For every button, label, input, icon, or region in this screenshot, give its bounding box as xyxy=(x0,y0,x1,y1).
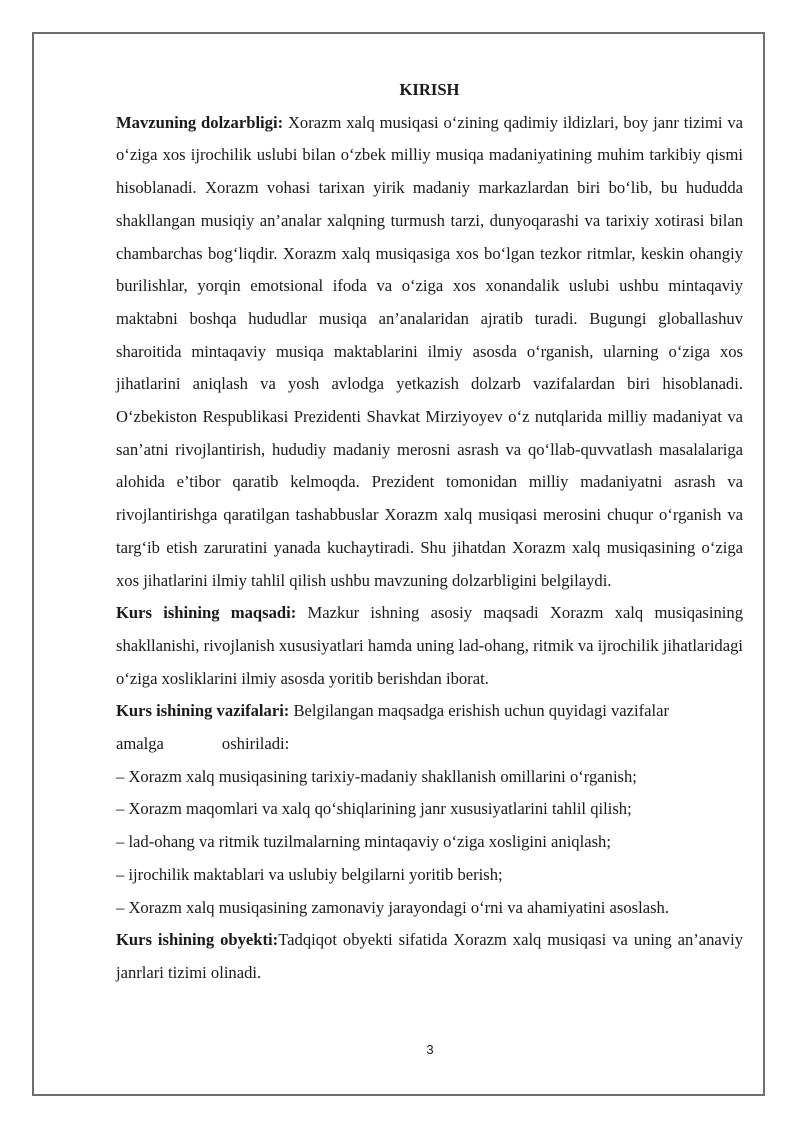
page-number: 3 xyxy=(426,1042,434,1057)
list-item: – Xorazm xalq musiqasining tarixiy-madaniy shakllanish omillarini o‘rganish; xyxy=(116,766,637,786)
list-item: – Xorazm xalq musiqasining zamonaviy jarayondagi o‘rni va ahamiyatini asoslash. xyxy=(116,897,669,917)
text-vazifalar: Belgilangan maqsadga erishish uchun quyidagi vazifalar xyxy=(289,701,670,721)
paragraph-dolzarblik xyxy=(116,107,743,598)
list-item: – lad-ohang va ritmik tuzilmalarning mintaqaviy o‘ziga xosligini aniqlash; xyxy=(116,832,611,852)
label-vazifalar: Kurs ishining vazifalari: xyxy=(116,701,290,721)
text-dolzarblik: Xorazm xalq musiqasi o‘zining qadimiy ildizlari, boy janr tizimi va o‘ziga xos ijrochilik uslubi bilan o‘zbek milliy musiqa madaniyatining muhim tarkibiy qismi hisoblanadi. Xorazm vohasi tarixan yirik madaniy markazlardan biri bo‘lib, bu hududda shakllangan musiqiy an’analar xalqning turmush tarzi, dunyoqarashi va tarixiy xotirasi bilan chambarchas bog‘liqdir. Xorazm xalq musiqasiga xos bo‘lgan tezkor ritmlar, keskin ohangiy burilishlar, yorqin emotsional ifoda va o‘ziga xos xonandalik uslubi ushbu mintaqaviy maktabni boshqa hududlar musiqa an’analaridan ajratib turadi. Bugungi globallashuv sharoitida mintaqaviy musiqa maktablarini ilmiy asosda o‘rganish, ularning o‘ziga xos jihatlarini aniqlash va yosh avlodga yetkazish dolzarb vazifalardan biri hisoblanadi. O‘zbekiston Respublikasi Prezidenti Shavkat Mirziyoyev o‘z nutqlarida milliy madaniyat va san’atni rivojlantirish, hududiy madaniy merosni asrash va qo‘llab-quvvatlash masalalariga alohida e’tibor qaratib kelmoqda. Prezident tomonidan milliy madaniyatni asrash va rivojlantirishga qaratilgan tashabbuslar Xorazm xalq musiqasi merosini chuqur o‘rganish va targ‘ib etish zaruratini yanada kuchaytiradi. Shu jihatdan Xorazm xalq musiqasining o‘ziga xos jihatlarini ilmiy tahlil qilish ushbu mavzuning dolzarbligini belgilaydi. xyxy=(116,112,743,590)
paragraph-maqsad xyxy=(116,597,743,695)
section-heading: KIRISH xyxy=(399,80,460,99)
paragraph-obyekt xyxy=(116,924,743,989)
label-obyekt: Kurs ishining obyekti: xyxy=(116,930,279,950)
text-vazifalar-word1: amalga xyxy=(116,734,164,754)
list-item: – Xorazm maqomlari va xalq qo‘shiqlarining janr xususiyatlarini tahlil qilish; xyxy=(116,799,632,819)
text-obyekt: Tadqiqot obyekti sifatida Xorazm xalq musiqasi va uning an’anaviy janrlari tizimi olinadi. xyxy=(116,930,743,982)
paragraph-vazifalar-cont xyxy=(116,728,743,761)
text-maqsad: Mazkur ishning asosiy maqsadi Xorazm xalq musiqasining shakllanishi, rivojlanish xususiyatlari hamda uning lad-ohang, ritmik va ijrochilik jihatlaridagi o‘ziga xosliklarini ilmiy asosda yoritib berishdan iborat. xyxy=(116,603,743,688)
label-maqsad: Kurs ishining maqsadi: xyxy=(116,603,297,623)
list-item: – ijrochilik maktablari va uslubiy belgilarni yoritib berish; xyxy=(116,864,503,884)
document-body xyxy=(116,74,743,990)
paragraph-vazifalar xyxy=(116,695,743,728)
text-vazifalar-word2: oshiriladi: xyxy=(221,734,290,754)
label-dolzarblik: Mavzuning dolzarbligi: xyxy=(116,112,284,132)
